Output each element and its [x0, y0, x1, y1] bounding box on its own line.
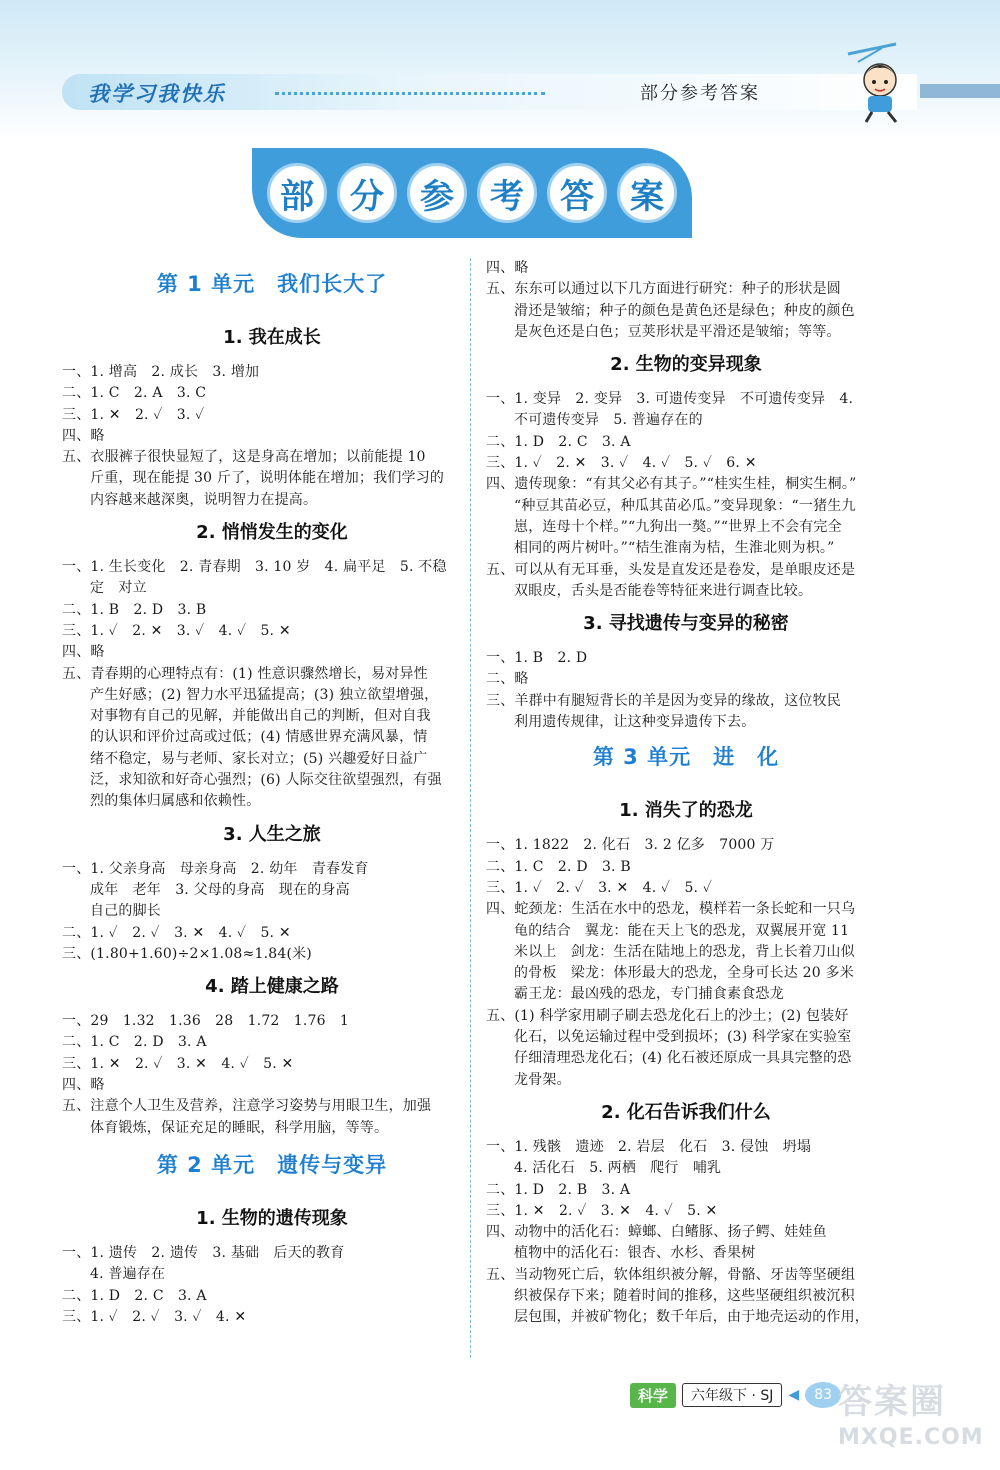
lesson-section: [62, 318, 482, 511]
right-column: [486, 258, 886, 1329]
unit-label: 第 1 单元: [156, 272, 256, 296]
answer-line: 一、1. 1822 2. 化石 3. 2 亿多 7000 万: [486, 837, 775, 854]
answer-line: 二、1. C 2. A 3. C: [62, 385, 207, 402]
answer-line: 二、1. B 2. D 3. B: [62, 601, 207, 618]
answer-line: 定 对立: [90, 580, 147, 597]
answer-line: 一、1. 父亲身高 母亲身高 2. 幼年 青春发育: [62, 860, 369, 877]
answer-line: 利用遗传规律，让这种变异遗传下去。: [514, 714, 756, 731]
unit-label: 第 2 单元: [156, 1152, 256, 1177]
lesson-section: [62, 513, 482, 813]
answer-line: 一、1. 增高 2. 成长 3. 增加: [62, 364, 260, 380]
answer-line: 斤重，现在能提 30 斤了，说明体能在增加；我们学习的: [90, 470, 445, 487]
answer-line: 4. 普遍存在: [90, 1266, 166, 1283]
watermark-url: MXQE.COM: [838, 1425, 984, 1450]
answer-line: 五、青春期的心理特点有：(1) 性意识骤然增长，易对异性: [62, 665, 428, 682]
answer-line: 是灰色还是白色；豆荚形状是平滑还是皱缩；等等。: [514, 323, 841, 340]
answer-line: 织被保存下来；随着时间的推移，这些坚硬组织被沉积: [514, 1287, 855, 1304]
page-number: 83: [805, 1382, 841, 1408]
answer-line: 二、1. D 2. C 3. A: [486, 433, 631, 450]
answer-line: 二、1. D 2. C 3. A: [62, 1287, 207, 1304]
unit-3-title: [486, 741, 886, 773]
answer-line: 泛，求知欲和好奇心强烈；(6) 人际交往欲望强烈，有强: [90, 772, 442, 789]
answer-line: 自己的脚长: [90, 903, 161, 920]
answer-line: 四、遗传现象：“有其父必有其子。”“桂实生桂，桐实生桐。”: [486, 476, 857, 493]
answer-line: 三、1. ✓ 2. ✕ 3. ✓ 4. ✓ 5. ✓ 6. ✕: [486, 455, 757, 472]
lesson-section: [486, 345, 886, 602]
answer-line: 三、1. ✓ 2. ✓ 3. ✓ 4. ✕: [62, 1308, 247, 1325]
answer-line: 一、1. B 2. D: [486, 650, 588, 667]
answer-line: 内容越来越深奥，说明智力在提高。: [90, 491, 318, 508]
lesson-title: 2. 化石告诉我们什么: [601, 1101, 771, 1123]
answer-line: 一、1. 生长变化 2. 青春期 3. 10 岁 4. 扁平足 5. 不稳: [62, 559, 447, 576]
unit-topic: 进 化: [713, 745, 780, 770]
answer-line: 五、可以从有无耳垂，头发是直发还是卷发，是单眼皮还是: [486, 561, 856, 578]
header-section-title: 部分参考答案: [640, 83, 760, 104]
banner-char: 答: [547, 163, 607, 223]
answer-line: 层包围，并被矿物化；数千年后，由于地壳运动的作用，: [514, 1309, 869, 1326]
answer-line: 四、略: [62, 427, 105, 444]
unit-1-title: [62, 268, 482, 300]
answer-line: 一、1. 残骸 遗迹 2. 岩层 化石 3. 侵蚀 坍塌: [486, 1138, 812, 1155]
lesson-title: 4. 踏上健康之路: [205, 976, 339, 998]
answer-line: 体育锻炼，保证充足的睡眠，科学用脑，等等。: [90, 1119, 389, 1136]
unit-topic: 遗传与变异: [277, 1152, 388, 1177]
answer-line: 一、29 1.32 1.36 28 1.72 1.76 1: [62, 1013, 350, 1030]
answer-line: 五、当动物死亡后，软体组织被分解，骨骼、牙齿等坚硬组: [486, 1266, 856, 1283]
header-strip: [920, 84, 1000, 98]
answer-line: 的认识和评价过高或过低；(4) 情感世界充满风暴，情: [90, 729, 428, 746]
answer-line: 4. 活化石 5. 两栖 爬行 哺乳: [514, 1160, 722, 1177]
answer-line: 龟的结合 翼龙：能在天上飞的恐龙，双翼展开宽 11: [514, 922, 850, 939]
page-footer: [630, 1382, 841, 1408]
lesson-section: [486, 1093, 886, 1329]
answer-line: 化石，以免运输过程中受到损坏；(3) 科学家在实验室: [514, 1029, 852, 1046]
unit-topic: 我们长大了: [277, 272, 388, 296]
answer-line: 四、略: [62, 644, 105, 661]
answer-line: 二、1. C 2. D 3. A: [62, 1034, 207, 1051]
answer-line: 二、1. C 2. D 3. B: [486, 858, 631, 875]
answer-line: 二、略: [486, 671, 529, 688]
answer-line: 成年 老年 3. 父母的身高 现在的身高: [90, 881, 350, 898]
unit-label: 第 3 单元: [592, 745, 692, 770]
unit-2-title: [62, 1149, 482, 1181]
answer-line: 的骨板 梁龙：体形最大的恐龙，全身可长达 20 多米: [514, 965, 854, 982]
subject-badge: 科学: [630, 1383, 676, 1408]
answer-line: 米以上 剑龙：生活在陆地上的恐龙，背上长着刀山似: [514, 943, 855, 960]
banner-char: 案: [617, 163, 677, 223]
answer-line: 植物中的活化石：银杏、水杉、香果树: [514, 1245, 756, 1262]
lesson-title: 1. 我在成长: [223, 327, 321, 348]
site-watermark: [838, 1374, 998, 1464]
banner-char: 参: [407, 163, 467, 223]
lesson-section: [62, 1199, 482, 1328]
lesson-section: [62, 967, 482, 1139]
lesson-continuation: [486, 258, 886, 343]
answer-line: 二、1. D 2. B 3. A: [486, 1181, 631, 1198]
answer-line: 对事物有自己的见解，并能做出自己的判断，但对自我: [90, 708, 431, 725]
left-column: [62, 262, 482, 1328]
answer-line: 三、1. ✓ 2. ✓ 3. ✕ 4. ✓ 5. ✓: [486, 879, 713, 896]
header-slogan: 我学习我快乐: [88, 82, 226, 106]
banner-char: 部: [267, 163, 327, 223]
watermark-text: 答案圈: [838, 1382, 946, 1422]
lesson-title: 3. 人生之旅: [223, 823, 321, 845]
header-dotted-line: [275, 92, 545, 95]
answer-line: 五、衣服裤子很快显短了，这是身高在增加；以前能提 10: [62, 449, 426, 466]
lesson-title: 3. 寻找遗传与变异的秘密: [583, 613, 789, 635]
answer-line: 三、1. ✕ 2. ✓ 3. ✓: [62, 406, 205, 423]
answer-line: 三、1. ✕ 2. ✓ 3. ✕ 4. ✓ 5. ✕: [486, 1202, 718, 1219]
banner-char: 分: [337, 163, 397, 223]
mascot-boy-icon: [838, 40, 922, 124]
lesson-title: 2. 生物的变异现象: [610, 354, 762, 376]
answer-line: 绪不稳定，易与老师、家长对立；(5) 兴趣爱好日益广: [90, 750, 428, 767]
grade-badge: 六年级下 · SJ: [682, 1383, 782, 1407]
answer-line: 五、注意个人卫生及营养，注意学习姿势与用眼卫生，加强: [62, 1098, 432, 1115]
answer-line: 二、1. ✓ 2. ✓ 3. ✕ 4. ✓ 5. ✕: [62, 924, 291, 941]
answer-line: 四、略: [486, 260, 529, 276]
answer-line: “种豆其苗必豆，种瓜其苗必瓜。”变异现象：“一猪生九: [514, 497, 856, 514]
answer-line: 四、动物中的活化石：蟑螂、白鳍豚、扬子鳄、娃娃鱼: [486, 1224, 827, 1241]
answer-line: 产生好感；(2) 智力水平迅猛提高；(3) 独立欲望增强，: [90, 686, 439, 703]
answer-line: 三、(1.80+1.60)÷2×1.08≈1.84(米): [62, 945, 312, 962]
banner-char: 考: [477, 163, 537, 223]
answer-line: 三、1. ✕ 2. ✓ 3. ✕ 4. ✓ 5. ✕: [62, 1055, 294, 1072]
answer-line: 四、略: [62, 1077, 105, 1094]
answer-line: 仔细清理恐龙化石；(4) 化石被还原成一具具完整的恐: [514, 1050, 852, 1067]
answer-line: 烈的集体归属感和依赖性。: [90, 793, 261, 810]
answer-line: 相同的两片树叶。”“桔生淮南为桔，生淮北则为枳。”: [514, 540, 835, 557]
answer-line: 四、蛇颈龙：生活在水中的恐龙，模样若一条长蛇和一只乌: [486, 901, 856, 918]
lesson-title: 1. 生物的遗传现象: [196, 1207, 348, 1229]
left-arrow-icon: ◀: [788, 1387, 800, 1403]
answer-line: 崽，连母十个样。”“九狗出一獒。”“世界上不会有完全: [514, 518, 842, 535]
answer-line: 五、(1) 科学家用刷子刷去恐龙化石上的沙土；(2) 包装好: [486, 1007, 849, 1024]
lesson-title: 1. 消失了的恐龙: [619, 800, 753, 822]
answer-line: 一、1. 变异 2. 变异 3. 可遗传变异 不可遗传变异 4.: [486, 391, 854, 408]
lesson-section: [486, 791, 886, 1091]
lesson-title: 2. 悄悄发生的变化: [196, 522, 348, 544]
answer-line: 滑还是皱缩；种子的颜色是黄色还是绿色；种皮的颜色: [514, 302, 855, 319]
answer-line: 三、1. ✓ 2. ✕ 3. ✓ 4. ✓ 5. ✕: [62, 622, 291, 639]
lesson-section: [62, 815, 482, 965]
answer-line: 双眼皮，舌头是否能卷等特征来进行调查比较。: [514, 582, 813, 599]
answer-line: 不可遗传变异 5. 普遍存在的: [514, 412, 703, 429]
answer-line: 三、羊群中有腿短背长的羊是因为变异的缘故，这位牧民: [486, 692, 841, 709]
answer-line: 霸王龙：最凶残的恐龙，专门捕食素食恐龙: [514, 986, 784, 1003]
answer-line: 一、1. 遗传 2. 遗传 3. 基础 后天的教育: [62, 1244, 345, 1261]
answers-banner: [252, 148, 692, 238]
answer-line: 五、东东可以通过以下几方面进行研究：种子的形状是圆: [486, 281, 841, 298]
lesson-section: [486, 604, 886, 733]
answer-line: 龙骨架。: [514, 1071, 571, 1088]
